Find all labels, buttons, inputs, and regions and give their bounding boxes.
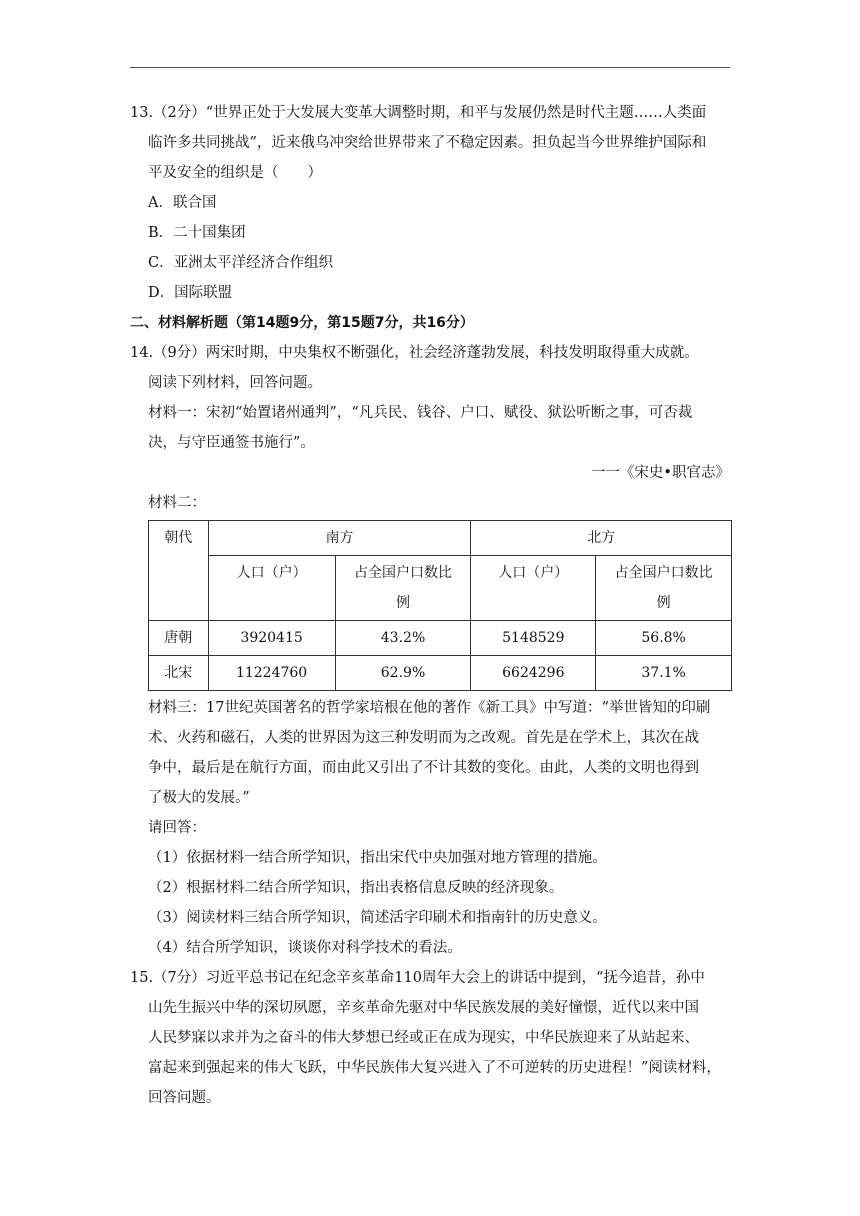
table-row: [149, 621, 732, 656]
cell-north-ratio: 37.1%: [596, 656, 732, 691]
table-row: [149, 656, 732, 691]
q15-stem-line: 15.（7分）习近平总书记在纪念辛亥革命110周年大会上的讲话中提到，“抚今追昔，孙中: [130, 970, 705, 986]
q15-stem-line: 富起来到强起来的伟大飞跃，中华民族伟大复兴进入了不可逆转的历史进程！”阅读材料，: [148, 1060, 721, 1076]
header-rule: [130, 67, 730, 68]
cell-south-ratio: 62.9%: [335, 656, 471, 691]
material-3: 材料三：17世纪英国著名的哲学家培根在他的著作《新工具》中写道：“举世皆知的印刷: [148, 700, 711, 716]
option-c: C．亚洲太平洋经济合作组织: [148, 255, 334, 271]
q13-stem-line: 13.（2分）“世界正处于大发展大变革大调整时期，和平与发展仍然是时代主题……人类面: [130, 105, 707, 121]
cell-dynasty: 唐朝: [149, 621, 209, 656]
cell-north-pop: 5148529: [471, 621, 596, 656]
question-14: [130, 338, 730, 963]
exam-content: [130, 98, 730, 1113]
option-a: A．联合国: [148, 195, 217, 211]
population-table: [148, 520, 732, 691]
q13-stem-line: 平及安全的组织是（ ）: [148, 165, 322, 181]
header-south-pop: 人口（户）: [208, 556, 335, 621]
sub-question-2: （2）根据材料二结合所学知识，指出表格信息反映的经济现象。: [148, 880, 564, 896]
q14-stem-line: 14.（9分）两宋时期，中央集权不断强化，社会经济蓬勃发展，科技发明取得重大成就。: [130, 345, 699, 361]
q15-stem-line: 回答问题。: [148, 1090, 221, 1106]
material-1-source: 一一《宋史•职官志》: [590, 465, 730, 481]
material-1: 材料一：宋初“始置诸州通判”，“凡兵民、钱谷、户口、赋役、狱讼听断之事，可否裁: [148, 405, 693, 421]
header-north-pop: 人口（户）: [471, 556, 596, 621]
header-south-ratio: 占全国户口数比例: [335, 556, 471, 621]
cell-dynasty: 北宋: [149, 656, 209, 691]
table-header-row: [149, 521, 732, 556]
material-3: 了极大的发展。”: [148, 790, 250, 806]
cell-south-ratio: 43.2%: [335, 621, 471, 656]
cell-south-pop: 3920415: [208, 621, 335, 656]
q15-stem-line: 山先生振兴中华的深切夙愿，辛亥革命先驱对中华民族发展的美好憧憬，近代以来中国: [148, 1000, 699, 1016]
cell-north-pop: 6624296: [471, 656, 596, 691]
option-b: B．二十国集团: [148, 225, 246, 241]
cell-south-pop: 11224760: [208, 656, 335, 691]
sub-question-1: （1）依据材料一结合所学知识，指出宋代中央加强对地方管理的措施。: [148, 850, 607, 866]
header-dynasty: 朝代: [149, 521, 209, 621]
section-heading: 二、材料解析题（第14题9分，第15题7分，共16分）: [130, 315, 474, 331]
q13-stem-line: 临许多共同挑战”，近来俄乌冲突给世界带来了不稳定因素。担负起当今世界维护国际和: [148, 135, 707, 151]
answer-prompt: 请回答：: [148, 820, 206, 836]
question-15: [130, 963, 730, 1113]
header-north: 北方: [471, 521, 732, 556]
q14-stem-line: 阅读下列材料，回答问题。: [148, 375, 322, 391]
question-13: [130, 98, 730, 308]
cell-north-ratio: 56.8%: [596, 621, 732, 656]
header-south: 南方: [208, 521, 471, 556]
material-3: 争中，最后是在航行方面，而由此又引出了不计其数的变化。由此，人类的文明也得到: [148, 760, 699, 776]
sub-question-3: （3）阅读材料三结合所学知识，简述活字印刷术和指南针的历史意义。: [148, 910, 607, 926]
option-d: D．国际联盟: [148, 285, 233, 301]
material-2-label: 材料二：: [148, 495, 206, 511]
material-3: 术、火药和磁石，人类的世界因为这三种发明而为之改观。首先是在学术上，其次在战: [148, 730, 699, 746]
sub-question-4: （4）结合所学知识，谈谈你对科学技术的看法。: [148, 940, 462, 956]
q15-stem-line: 人民梦寐以求并为之奋斗的伟大梦想已经或正在成为现实，中华民族迎来了从站起来、: [148, 1030, 699, 1046]
table-subheader-row: [149, 556, 732, 621]
material-1: 决，与守臣通签书施行”。: [148, 435, 315, 451]
header-north-ratio: 占全国户口数比例: [596, 556, 732, 621]
